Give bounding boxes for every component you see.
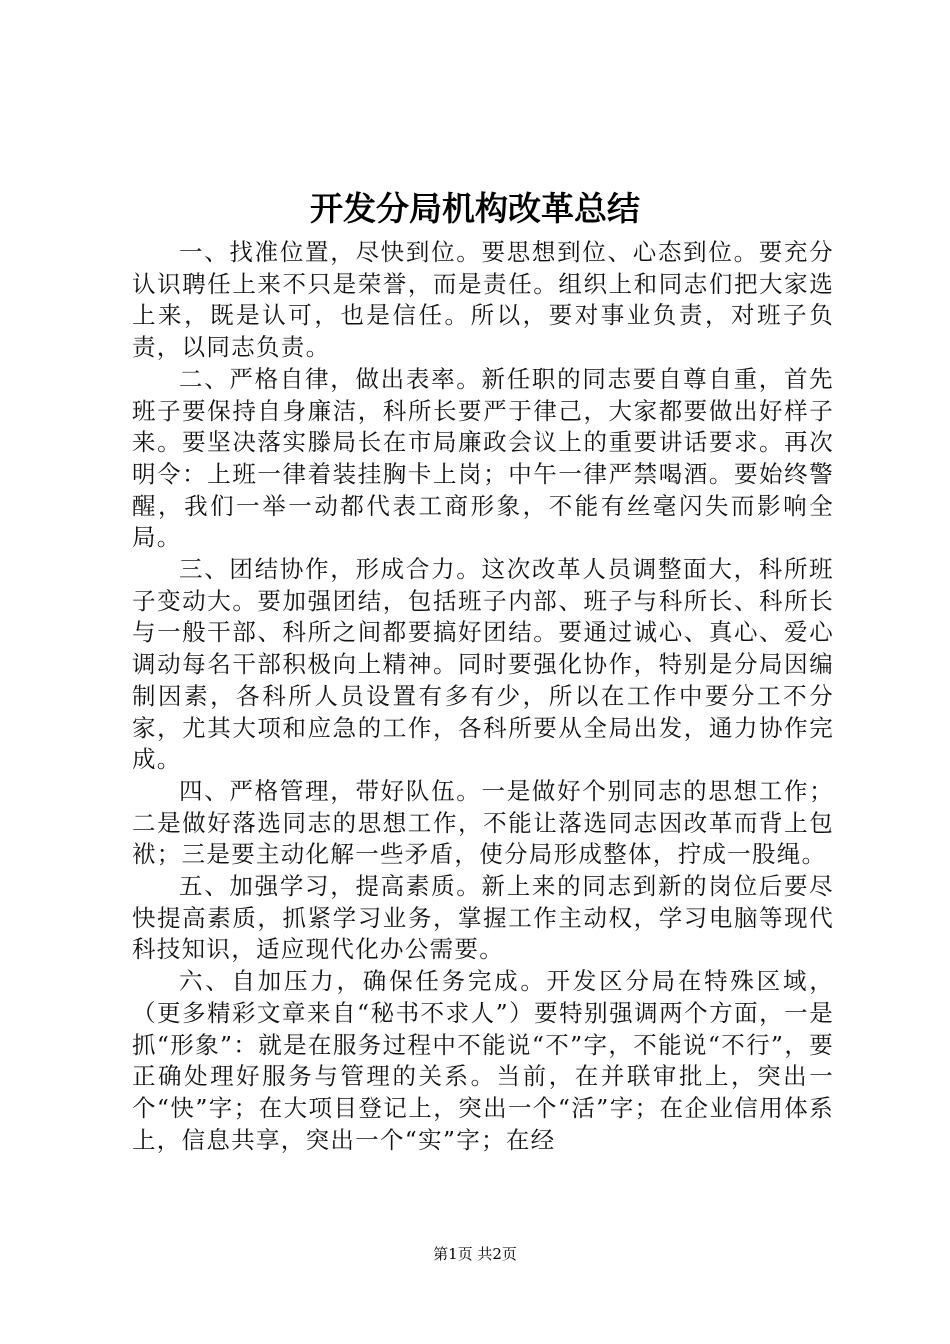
paragraph-4: 四、严格管理，带好队伍。一是做好个别同志的思想工作；二是做好落选同志的思想工作，不能让落选同志因改革而背上包袱；三是要主动化解一些矛盾，使分局形成整体，拧成一股绳。 xyxy=(132,776,834,869)
document-title: 开发分局机构改革总结 xyxy=(310,189,640,228)
paragraph-1: 一、找准位置，尽快到位。要思想到位、心态到位。要充分认识聘任上来不只是荣誉，而是责任。组织上和同志们把大家选上来，既是认可，也是信任。所以，要对事业负责，对班子负责，以同志负责。 xyxy=(132,238,834,362)
paragraph-5: 五、加强学习，提高素质。新上来的同志到新的岗位后要尽快提高素质，抓紧学习业务，掌握工作主动权，学习电脑等现代科技知识，适应现代化办公需要。 xyxy=(132,872,834,964)
paragraph-2: 二、严格自律，做出表率。新任职的同志要自尊自重，首先班子要保持自身廉洁，科所长要严于律己，大家都要做出好样子来。要坚决落实滕局长在市局廉政会议上的重要讲话要求。再次明令：上班一律着装挂胸卡上岗；中午一律严禁喝酒。要始终警醒，我们一举一动都代表工商形象，不能有丝毫闪失而影响全局。 xyxy=(132,364,834,552)
document-body xyxy=(132,237,834,1156)
page-number-footer: 第1页 共2页 xyxy=(433,1245,517,1263)
paragraph-3: 三、团结协作，形成合力。这次改革人员调整面大，科所班子变动大。要加强团结，包括班子内部、班子与科所长、科所长与一般干部、科所之间都要搞好团结。要通过诚心、真心、爱心调动每名干部积极向上精神。同时要强化协作，特别是分局因编制因素，各科所人员设置有多有少，所以在工作中要分工不分家，尤其大项和应急的工作，各科所要从全局出发，通力协作完成。 xyxy=(132,555,834,774)
paragraph-6: 六、自加压力，确保任务完成。开发区分局在特殊区域，（更多精彩文章来自“秘书不求人”）要特别强调两个方面，一是抓“形象”：就是在服务过程中不能说“不”字，不能说“不行”，要正确处理好服务与管理的关系。当前，在并联审批上，突出一个“快”字；在大项目登记上，突出一个“活”字；在企业信用体系上，信息共享，突出一个“实”字；在经 xyxy=(132,967,834,1154)
